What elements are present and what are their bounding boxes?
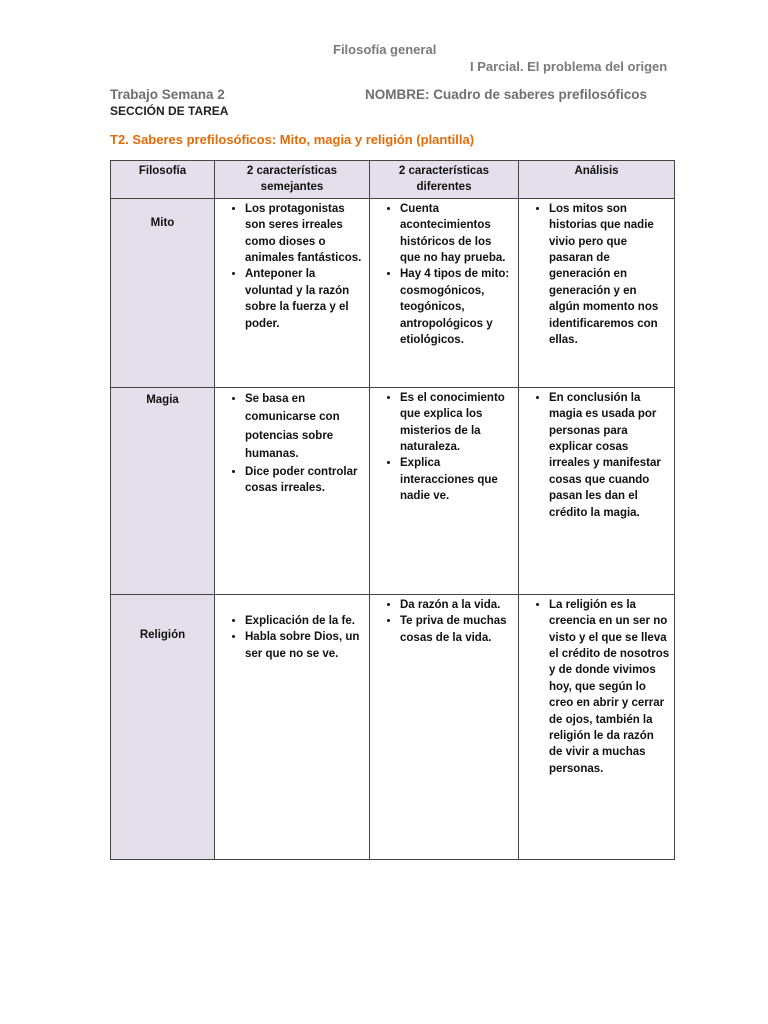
- different-cell: [370, 594, 519, 859]
- column-header: Filosofía: [111, 161, 215, 199]
- list-item: • Los mitos son historias que nadie vivio pero que pasaran de generación en generación y en algún momento nos identificaremos con ellas.: [549, 201, 670, 349]
- list-item: • Anteponer la voluntad y la razón sobre la fuerza y el poder.: [245, 266, 365, 332]
- list-item: • Cuenta acontecimientos históricos de los que no hay prueba.: [400, 201, 514, 267]
- similar-cell: [215, 387, 370, 594]
- list-item: • Los protagonistas son seres irreales como dioses o animales fantásticos.: [245, 201, 365, 267]
- list-item: • Explicación de la fe.: [245, 613, 365, 629]
- list-item: • Da razón a la vida.: [400, 597, 514, 613]
- table-header-row: [111, 161, 675, 199]
- row-label-religion: Religión: [139, 628, 186, 641]
- list-item: • Se basa en comunicarse con potencias sobre humanas.: [245, 390, 365, 464]
- analysis-cell: [519, 198, 675, 387]
- row-label-magia: Magia: [146, 393, 179, 406]
- task-title: T2. Saberes prefilosóficos: Mito, magia y religión (plantilla): [110, 132, 475, 147]
- table-row: [111, 594, 675, 859]
- list-item: • Dice poder controlar cosas irreales.: [245, 464, 365, 497]
- list-item: • La religión es la creencia en un ser no visto y el que se lleva el crédito de nosotros y de donde vivimos hoy, que según lo creo en abrir y cerrar de ojos, también la religión le da razón de vivir a muchas personas.: [549, 597, 670, 777]
- row-header: [111, 594, 215, 859]
- column-header: Análisis: [519, 161, 675, 199]
- table-row: [111, 387, 675, 594]
- work-label: Trabajo Semana 2: [110, 87, 225, 102]
- similar-cell: [215, 198, 370, 387]
- name-label: NOMBRE: Cuadro de saberes prefilosóficos: [365, 87, 648, 102]
- different-cell: [370, 387, 519, 594]
- list-item: • En conclusión la magia es usada por personas para explicar cosas irreales y manifestar cosas que cuando pasan les dan el crédito la magia.: [549, 390, 670, 521]
- row-header: [111, 198, 215, 387]
- list-item: • Explica interacciones que nadie ve.: [400, 455, 514, 504]
- analysis-cell: [519, 387, 675, 594]
- row-header: [111, 387, 215, 594]
- course-title: Filosofía general: [333, 42, 437, 57]
- different-cell: [370, 198, 519, 387]
- section-label: SECCIÓN DE TAREA: [110, 104, 229, 118]
- row-label-mito: Mito: [150, 216, 175, 229]
- table-row: [111, 198, 675, 387]
- similar-cell: [215, 594, 370, 859]
- list-item: • Hay 4 tipos de mito: cosmogónicos, teogónicos, antropológicos y etiológicos.: [400, 266, 514, 348]
- analysis-cell: [519, 594, 675, 859]
- list-item: • Habla sobre Dios, un ser que no se ve.: [245, 629, 365, 662]
- list-item: • Es el conocimiento que explica los misterios de la naturaleza.: [400, 390, 514, 456]
- knowledge-table: [110, 160, 675, 860]
- list-item: • Te priva de muchas cosas de la vida.: [400, 613, 514, 646]
- column-header: 2 características diferentes: [370, 161, 519, 199]
- column-header: 2 características semejantes: [215, 161, 370, 199]
- unit-title: I Parcial. El problema del origen: [470, 59, 668, 74]
